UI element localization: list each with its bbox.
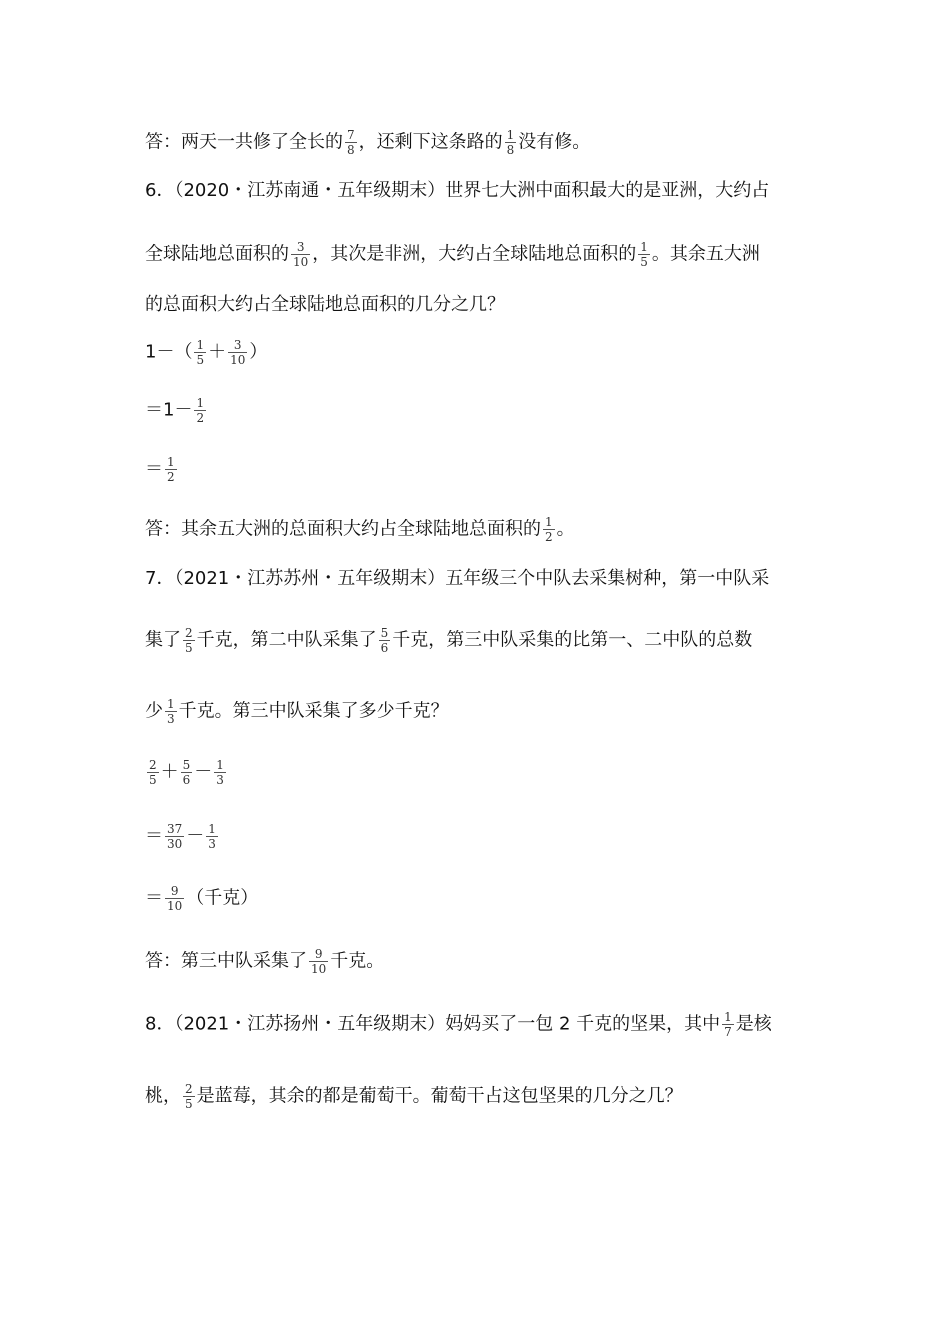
q6-step2: ＝1－ $\frac{1}{2}$ [145, 396, 205, 425]
q7-line1: 7．（2021・江苏苏州・五年级期末）五年级三个中队去采集树种，第一中队采 [145, 568, 770, 589]
fraction: $\frac{7}{8}$ [347, 128, 355, 157]
fraction: $\frac{5}{6}$ [182, 758, 191, 787]
fraction: $\frac{1}{3}$ [167, 697, 175, 726]
fraction: $\frac{2}{5}$ [149, 758, 157, 787]
q7-line2: 集了 $\frac{2}{5}$ 千克，第二中队采集了 $\frac{5}{6}$ 千克，第三中队采集的比第一、二中队的总数 [145, 626, 753, 655]
q7-line3: 少 $\frac{1}{3}$ 千克。第三中队采集了多少千克？ [145, 697, 449, 726]
q7-step2: ＝ $\frac{37}{30}$ － $\frac{1}{3}$ [145, 822, 216, 851]
answer-5 [145, 128, 815, 157]
q6-line1: 6．（2020・江苏南通・五年级期末）世界七大洲中面积最大的是亚洲，大约占 [145, 180, 770, 201]
fraction: $\frac{37}{30}$ [167, 822, 183, 851]
q6-line2: 全球陆地总面积的 $\frac{3}{10}$ ，其次是非洲，大约占全球陆地总面积的 $\frac{1}{5}$ 。其余五大洲 [145, 240, 760, 269]
fraction: $\frac{5}{6}$ [380, 626, 389, 655]
q6-step1: 1－（ $\frac{1}{5}$ ＋ $\frac{3}{10}$ ） [145, 338, 268, 367]
fraction: $\frac{1}{2}$ [167, 455, 175, 484]
fraction: $\frac{2}{5}$ [185, 626, 193, 655]
q6-step3: ＝ $\frac{1}{2}$ [145, 455, 175, 484]
fraction: $\frac{3}{10}$ [293, 240, 309, 269]
fraction: $\frac{9}{10}$ [311, 947, 327, 976]
fraction: $\frac{1}{5}$ [640, 240, 648, 269]
fraction: $\frac{3}{10}$ [230, 338, 246, 367]
fraction: $\frac{1}{3}$ [208, 822, 216, 851]
text: 答：两天一共修了全长的 [145, 131, 343, 153]
q7-answer: 答：第三中队采集了 $\frac{9}{10}$ 千克。 [145, 947, 385, 976]
q6-line3: 的总面积大约占全球陆地总面积的几分之几？ [145, 294, 505, 315]
fraction: $\frac{2}{5}$ [185, 1082, 193, 1111]
q6-answer: 答：其余五大洲的总面积大约占全球陆地总面积的 $\frac{1}{2}$ 。 [145, 515, 575, 544]
q8-line2: 桃， $\frac{2}{5}$ 是蓝莓，其余的都是葡萄干。葡萄干占这包坚果的几分之几？ [145, 1082, 683, 1111]
fraction: $\frac{1}{8}$ [506, 128, 515, 157]
fraction: $\frac{1}{3}$ [216, 758, 224, 787]
fraction: $\frac{1}{2}$ [196, 396, 205, 425]
fraction: $\frac{9}{10}$ [167, 884, 183, 913]
text: 没有修。 [518, 131, 591, 153]
fraction: $\frac{1}{7}$ [724, 1010, 732, 1039]
fraction: $\frac{1}{5}$ [196, 338, 205, 367]
text: ，还剩下这条路的 [358, 131, 503, 153]
q7-step3: ＝ $\frac{9}{10}$ （千克） [145, 884, 259, 913]
fraction: $\frac{1}{2}$ [545, 515, 553, 544]
q7-step1: $\frac{2}{5}$ ＋ $\frac{5}{6}$ － $\frac{1}{3}$ [149, 758, 224, 787]
q8-line1: 8．（2021・江苏扬州・五年级期末）妈妈买了一包 2 千克的坚果，其中 $\frac{1}{7}$ 是核 [145, 1010, 772, 1039]
